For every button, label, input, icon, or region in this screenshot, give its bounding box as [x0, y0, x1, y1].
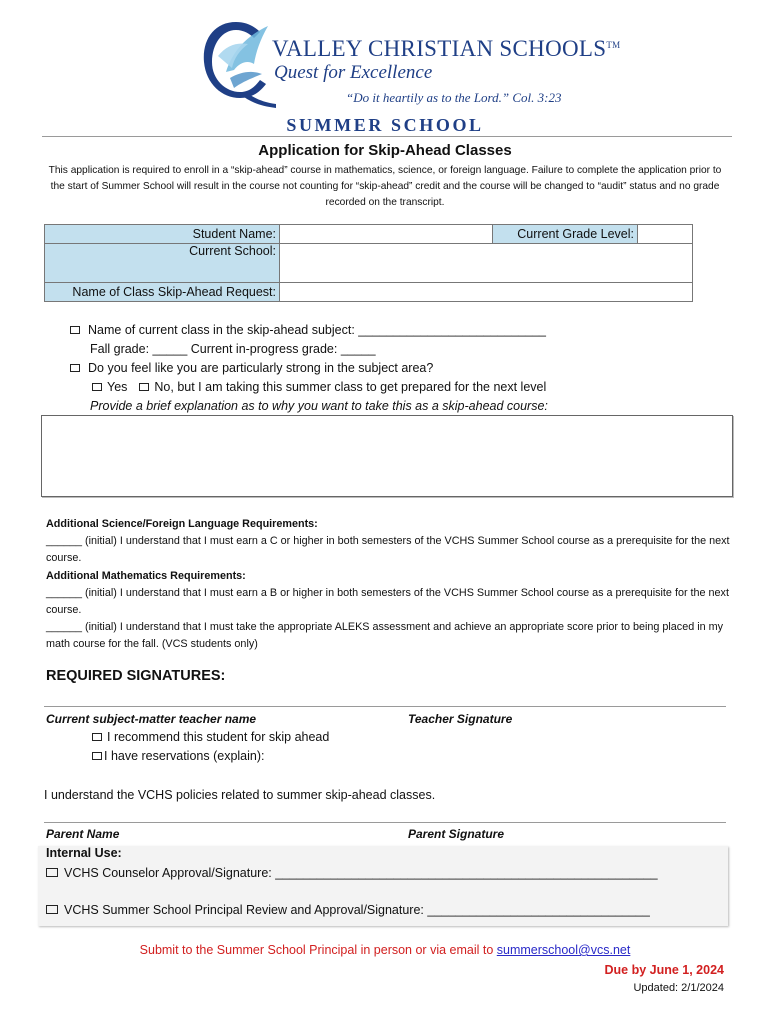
recommend-checkbox[interactable]	[92, 733, 102, 741]
intro-paragraph: This application is required to enroll in a “skip-ahead” course in mathematics, science, or foreign language. Failure to complete the application prior to the start of Summer School will result in the course not counting for “skip-ahead” credit and the course will be changed to “audit” status and no grade recorded on the transcript.	[48, 165, 722, 208]
page-subtitle: Application for Skip-Ahead Classes	[258, 142, 512, 159]
counselor-checkbox[interactable]	[46, 868, 58, 877]
no-checkbox[interactable]	[139, 383, 149, 391]
teacher-signature-line[interactable]	[44, 706, 726, 707]
parent-name-label: Parent Name	[46, 827, 120, 841]
yes-checkbox[interactable]	[92, 383, 102, 391]
current-school-label: Current School:	[45, 244, 280, 283]
reservations-option: I have reservations (explain):	[92, 749, 265, 763]
due-date: Due by June 1, 2024	[604, 963, 724, 977]
explanation-textarea[interactable]	[41, 415, 733, 497]
q1-checkbox[interactable]	[70, 326, 80, 334]
teacher-signature-label: Teacher Signature	[408, 712, 513, 726]
principal-approval: VCHS Summer School Principal Review and Approval/Signature: ________________________________	[46, 903, 650, 917]
internal-use-heading: Internal Use:	[46, 846, 122, 860]
q2-checkbox[interactable]	[70, 364, 80, 372]
math-requirements: Additional Mathematics Requirements: ______ (initial) I understand that I must earn a B or higher in both semesters of the VCHS Summer School course as a prerequisite for the next course. ______ (initial) I understand that I must take the appropriate ALEKS assessment and achieve an appropriate score prior to being placed in my math course for the fall. (VCS students only)	[46, 570, 729, 650]
recommend-option: I recommend this student for skip ahead	[92, 730, 329, 744]
school-name: VALLEY CHRISTIAN SCHOOLS™	[272, 36, 621, 61]
q2-line: Do you feel like you are particularly strong in the subject area?	[70, 361, 433, 375]
class-request-field[interactable]	[280, 283, 693, 302]
page-title: SUMMER SCHOOL	[286, 115, 484, 135]
student-info-table	[44, 224, 693, 302]
grade-level-field[interactable]	[638, 225, 693, 244]
updated-date: Updated: 2/1/2024	[633, 982, 724, 994]
school-tagline: Quest for Excellence	[274, 62, 433, 83]
teacher-name-label: Current subject-matter teacher name	[46, 712, 257, 726]
policy-statement: I understand the VCHS policies related to summer skip-ahead classes.	[44, 788, 436, 802]
student-name-label: Student Name:	[45, 225, 280, 244]
explain-prompt: Provide a brief explanation as to why you want to take this as a skip-ahead course:	[90, 399, 548, 413]
submit-instructions: Submit to the Summer School Principal in person or via email to summerschool@vcs.net	[139, 943, 631, 957]
student-name-field[interactable]	[280, 225, 493, 244]
principal-checkbox[interactable]	[46, 905, 58, 914]
parent-signature-line[interactable]	[44, 822, 726, 823]
current-school-field[interactable]	[280, 244, 693, 283]
q1-grades: Fall grade: _____ Current in-progress grade: _____	[90, 342, 376, 356]
title-divider	[42, 136, 732, 137]
school-verse: “Do it heartily as to the Lord.” Col. 3:23	[346, 90, 562, 105]
parent-signature-label: Parent Signature	[408, 827, 505, 841]
reservations-checkbox[interactable]	[92, 752, 102, 760]
grade-level-label: Current Grade Level:	[493, 225, 638, 244]
science-requirements: Additional Science/Foreign Language Requirements: ______ (initial) I understand that I must earn a C or higher in both semesters of the VCHS Summer School course as a prerequisite for the next course.	[46, 518, 730, 564]
counselor-approval: VCHS Counselor Approval/Signature: _______________________________________________________	[46, 866, 658, 880]
q1-line: Name of current class in the skip-ahead subject: ___________________________	[70, 323, 546, 337]
q2-options: Yes No, but I am taking this summer class to get prepared for the next level	[92, 380, 546, 394]
dove-q-logo-icon	[196, 12, 278, 112]
signatures-heading: REQUIRED SIGNATURES:	[46, 668, 226, 684]
email-link[interactable]: summerschool@vcs.net	[496, 943, 631, 957]
class-request-label: Name of Class Skip-Ahead Request:	[45, 283, 280, 302]
